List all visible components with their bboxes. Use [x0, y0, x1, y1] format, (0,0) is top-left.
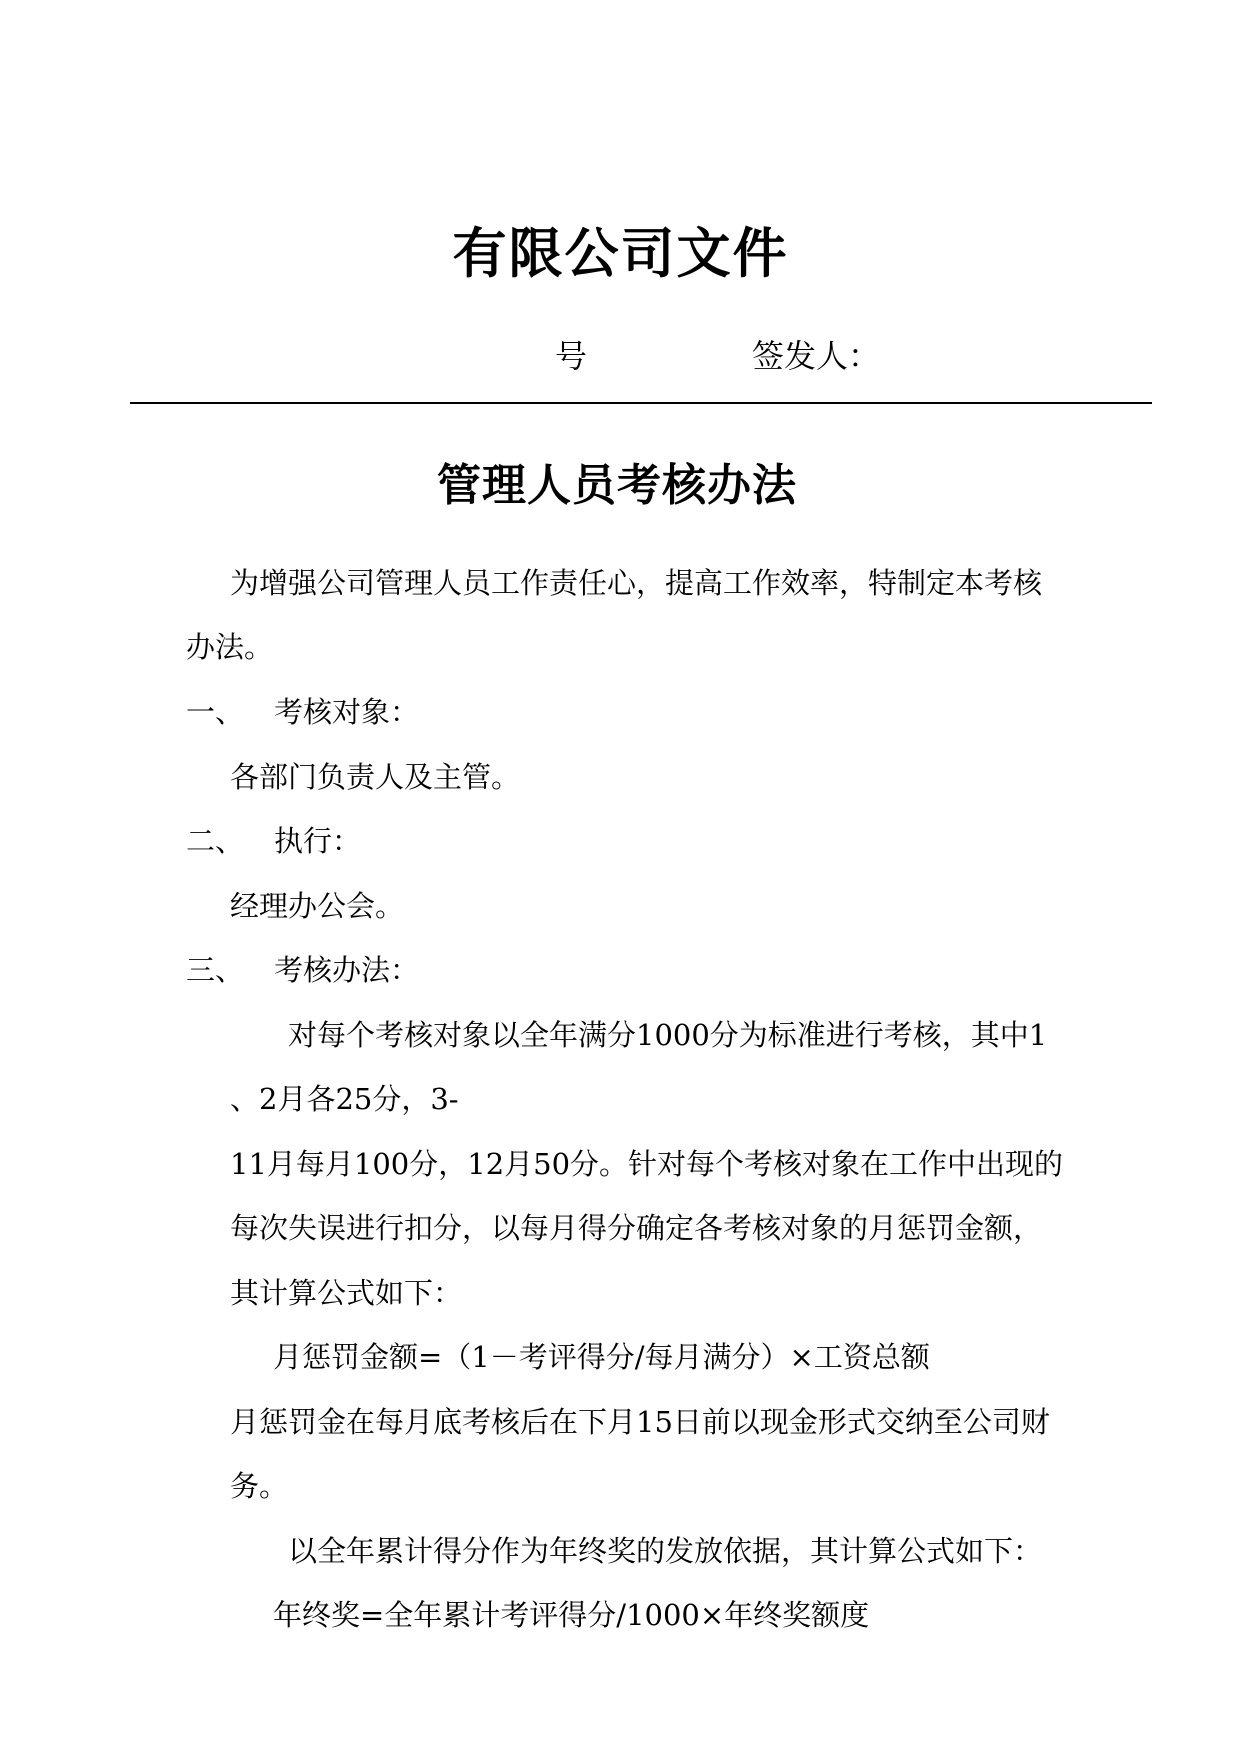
method-paragraph-line: 每次失误进行扣分，以每月得分确定各考核对象的月惩罚金额， — [230, 1211, 1043, 1245]
section-title: 执行： — [274, 824, 362, 858]
section-title: 考核办法： — [274, 953, 420, 987]
method-paragraph-line: 对每个考核对象以全年满分1000分为标准进行考核，其中1 — [288, 1018, 1048, 1052]
payment-paragraph-line: 务。 — [230, 1469, 289, 1503]
intro-paragraph-line: 为增强公司管理人员工作责任心，提高工作效率，特制定本考核 — [230, 566, 1043, 600]
section-content: 各部门负责人及主管。 — [230, 760, 521, 794]
section-heading-3 — [186, 953, 586, 990]
penalty-formula: 月惩罚金额=（1－考评得分/每月满分）×工资总额 — [273, 1340, 930, 1374]
method-paragraph-line: 、2月各25分，3- — [230, 1082, 459, 1116]
method-paragraph-line: 11月每月100分，12月50分。针对每个考核对象在工作中出现的 — [230, 1147, 1064, 1181]
section-number: 三、 — [186, 953, 245, 987]
section-heading-1 — [186, 695, 586, 732]
method-paragraph-line: 其计算公式如下： — [230, 1276, 463, 1310]
bonus-paragraph-line: 以全年累计得分作为年终奖的发放依据，其计算公式如下： — [288, 1534, 1043, 1568]
section-content: 经理办公会。 — [230, 889, 405, 923]
company-header-title: 有限公司文件 — [452, 221, 789, 285]
header-divider — [130, 402, 1152, 404]
intro-paragraph-line: 办法。 — [186, 630, 274, 664]
document-title: 管理人员考核办法 — [437, 460, 797, 511]
bonus-formula: 年终奖=全年累计考评得分/1000×年终奖额度 — [273, 1598, 870, 1632]
section-number: 二、 — [186, 824, 245, 858]
section-title: 考核对象： — [274, 695, 420, 729]
doc-number-label: 号 — [555, 337, 588, 375]
signer-label: 签发人： — [752, 337, 881, 375]
payment-paragraph-line: 月惩罚金在每月底考核后在下月15日前以现金形式交纳至公司财 — [230, 1405, 1050, 1439]
section-heading-2 — [186, 824, 586, 861]
section-number: 一、 — [186, 695, 245, 729]
